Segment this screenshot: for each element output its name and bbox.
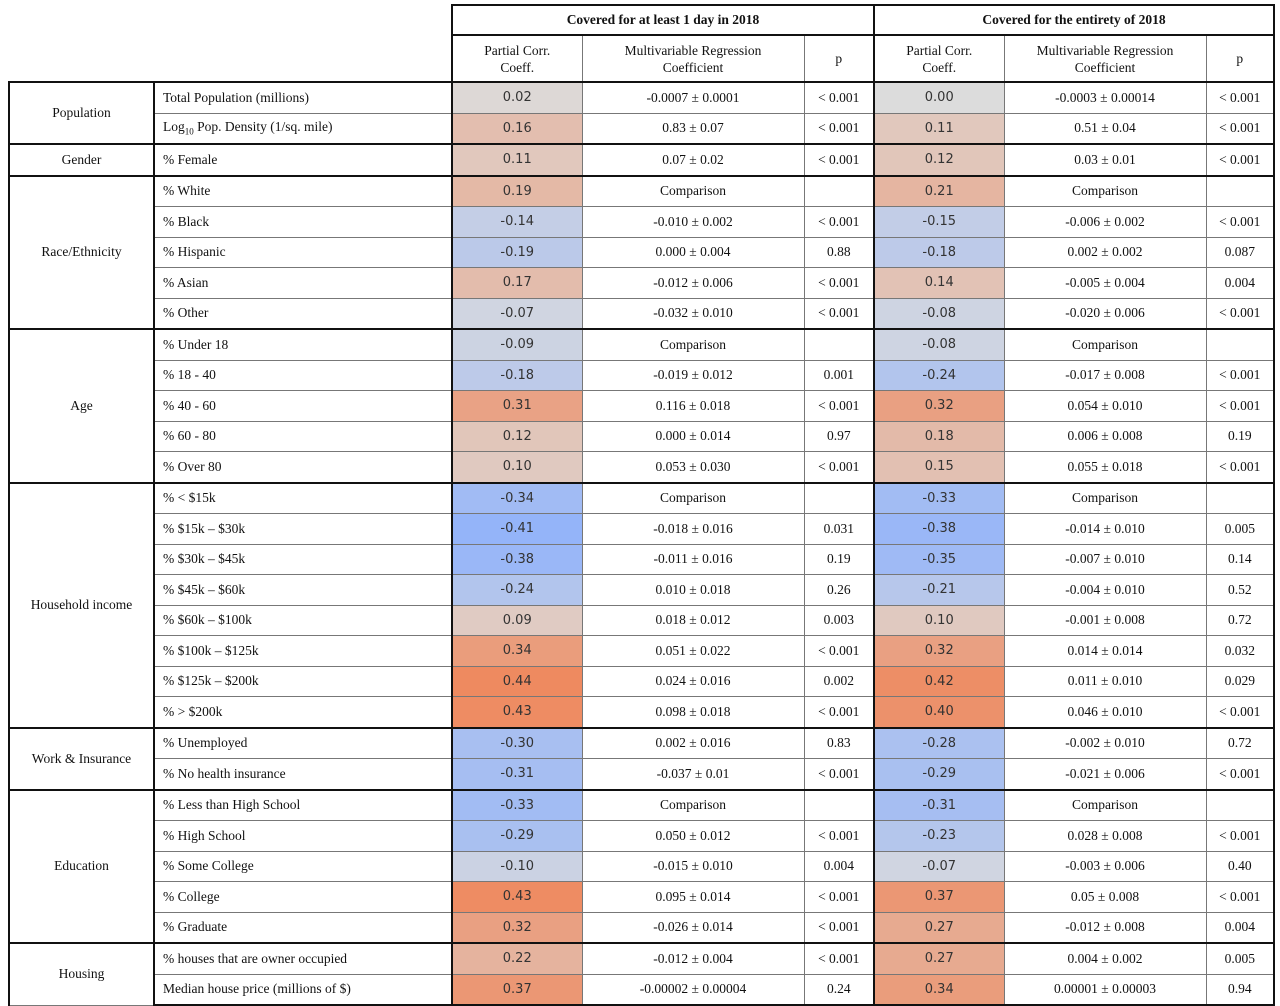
table-row — [9, 207, 1274, 238]
partial-corr-cell: -0.33 — [452, 790, 582, 821]
partial-corr-cell: -0.24 — [874, 360, 1004, 391]
variable-label: % $125k – $200k — [154, 666, 452, 697]
p-value-cell: 0.003 — [804, 605, 874, 636]
partial-corr-cell: 0.10 — [452, 452, 582, 483]
category-label: Housing — [9, 943, 154, 1005]
p-value-cell: 0.029 — [1206, 666, 1274, 697]
regression-coeff-cell: 0.116 ± 0.018 — [582, 391, 804, 422]
p-value-cell: 0.19 — [1206, 421, 1274, 452]
regression-coeff-cell: -0.015 ± 0.010 — [582, 851, 804, 882]
table-row — [9, 759, 1274, 790]
partial-corr-cell: -0.07 — [452, 298, 582, 329]
p-value-cell: < 0.001 — [804, 268, 874, 299]
regression-coeff-cell: Comparison — [1004, 483, 1206, 514]
partial-corr-cell: -0.35 — [874, 544, 1004, 575]
partial-corr-cell: 0.22 — [452, 943, 582, 974]
p-value-cell: < 0.001 — [1206, 298, 1274, 329]
p-value-cell: 0.52 — [1206, 575, 1274, 606]
p-value-cell: 0.005 — [1206, 514, 1274, 545]
partial-corr-cell: -0.18 — [452, 360, 582, 391]
regression-coeff-cell: Comparison — [1004, 790, 1206, 821]
regression-coeff-cell: -0.014 ± 0.010 — [1004, 514, 1206, 545]
partial-corr-cell: 0.12 — [874, 144, 1004, 176]
p-value-cell — [1206, 483, 1274, 514]
regression-coeff-cell: 0.014 ± 0.014 — [1004, 636, 1206, 667]
partial-corr-cell: -0.19 — [452, 237, 582, 268]
table-row — [9, 943, 1274, 974]
p-value-cell: < 0.001 — [1206, 144, 1274, 176]
table-row — [9, 697, 1274, 728]
table-row — [9, 82, 1274, 113]
partial-corr-cell: 0.11 — [452, 144, 582, 176]
regression-coeff-cell: -0.010 ± 0.002 — [582, 207, 804, 238]
p-value-cell: 0.004 — [1206, 268, 1274, 299]
regression-coeff-cell: 0.046 ± 0.010 — [1004, 697, 1206, 728]
p-value-cell: 0.087 — [1206, 237, 1274, 268]
partial-corr-cell: 0.37 — [452, 974, 582, 1005]
partial-corr-cell: 0.21 — [874, 176, 1004, 207]
variable-label: % > $200k — [154, 697, 452, 728]
category-label: Household income — [9, 483, 154, 728]
variable-label: % Unemployed — [154, 728, 452, 759]
p-value-cell — [804, 483, 874, 514]
regression-coeff-cell: 0.053 ± 0.030 — [582, 452, 804, 483]
partial-corr-cell: 0.40 — [874, 697, 1004, 728]
regression-coeff-cell: Comparison — [582, 483, 804, 514]
variable-label: % 60 - 80 — [154, 421, 452, 452]
p-value-cell — [804, 329, 874, 360]
regression-coeff-cell: 0.095 ± 0.014 — [582, 882, 804, 913]
partial-corr-cell: -0.41 — [452, 514, 582, 545]
regression-coeff-cell: 0.024 ± 0.016 — [582, 666, 804, 697]
partial-corr-cell: -0.09 — [452, 329, 582, 360]
table-row — [9, 298, 1274, 329]
partial-corr-cell: 0.31 — [452, 391, 582, 422]
variable-label: % Graduate — [154, 912, 452, 943]
regression-coeff-cell: -0.0007 ± 0.0001 — [582, 82, 804, 113]
category-label: Education — [9, 790, 154, 944]
partial-corr-cell: -0.31 — [452, 759, 582, 790]
partial-corr-cell: 0.17 — [452, 268, 582, 299]
partial-corr-cell: 0.27 — [874, 943, 1004, 974]
table-row — [9, 605, 1274, 636]
regression-coeff-cell: -0.005 ± 0.004 — [1004, 268, 1206, 299]
p-value-cell: < 0.001 — [804, 207, 874, 238]
p-value-cell: < 0.001 — [1206, 391, 1274, 422]
partial-corr-cell: 0.32 — [874, 636, 1004, 667]
variable-label: % Hispanic — [154, 237, 452, 268]
p-value-cell: < 0.001 — [1206, 113, 1274, 144]
variable-label: % 18 - 40 — [154, 360, 452, 391]
partial-corr-cell: 0.43 — [452, 697, 582, 728]
partial-corr-cell: -0.29 — [874, 759, 1004, 790]
partial-corr-cell: 0.11 — [874, 113, 1004, 144]
regression-coeff-cell: -0.026 ± 0.014 — [582, 912, 804, 943]
category-label: Gender — [9, 144, 154, 176]
regression-coeff-cell: 0.03 ± 0.01 — [1004, 144, 1206, 176]
variable-label: % High School — [154, 821, 452, 852]
table-row — [9, 790, 1274, 821]
header-group-at-least-1-day: Covered for at least 1 day in 2018 — [452, 5, 874, 35]
partial-corr-cell: 0.14 — [874, 268, 1004, 299]
regression-coeff-cell: 0.098 ± 0.018 — [582, 697, 804, 728]
regression-coeff-cell: 0.002 ± 0.002 — [1004, 237, 1206, 268]
table-row — [9, 391, 1274, 422]
regression-coeff-cell: 0.028 ± 0.008 — [1004, 821, 1206, 852]
p-value-cell: < 0.001 — [804, 697, 874, 728]
variable-label: Total Population (millions) — [154, 82, 452, 113]
table-row — [9, 421, 1274, 452]
partial-corr-cell: 0.37 — [874, 882, 1004, 913]
regression-coeff-cell: -0.021 ± 0.006 — [1004, 759, 1206, 790]
p-value-cell: < 0.001 — [804, 759, 874, 790]
p-value-cell: 0.24 — [804, 974, 874, 1005]
partial-corr-cell: 0.32 — [452, 912, 582, 943]
p-value-cell: < 0.001 — [1206, 452, 1274, 483]
table-row — [9, 144, 1274, 176]
p-value-cell: < 0.001 — [804, 113, 874, 144]
regression-coeff-cell: Comparison — [582, 176, 804, 207]
partial-corr-cell: -0.29 — [452, 821, 582, 852]
regression-coeff-cell: Comparison — [582, 329, 804, 360]
p-value-cell: < 0.001 — [804, 912, 874, 943]
header-group-entirety: Covered for the entirety of 2018 — [874, 5, 1274, 35]
partial-corr-cell: 0.43 — [452, 882, 582, 913]
p-value-cell: 0.001 — [804, 360, 874, 391]
regression-coeff-cell: 0.006 ± 0.008 — [1004, 421, 1206, 452]
table-row — [9, 575, 1274, 606]
regression-coeff-cell: 0.00001 ± 0.00003 — [1004, 974, 1206, 1005]
partial-corr-cell: -0.33 — [874, 483, 1004, 514]
header-corr-coeff: Partial Corr. Coeff. — [452, 35, 582, 82]
regression-coeff-cell: 0.050 ± 0.012 — [582, 821, 804, 852]
regression-coeff-cell: 0.000 ± 0.004 — [582, 237, 804, 268]
regression-coeff-cell: -0.012 ± 0.008 — [1004, 912, 1206, 943]
variable-label: % Under 18 — [154, 329, 452, 360]
partial-corr-cell: 0.44 — [452, 666, 582, 697]
p-value-cell: < 0.001 — [1206, 207, 1274, 238]
p-value-cell: 0.40 — [1206, 851, 1274, 882]
p-value-cell: < 0.001 — [804, 636, 874, 667]
regression-coeff-cell: 0.011 ± 0.010 — [1004, 666, 1206, 697]
partial-corr-cell: 0.16 — [452, 113, 582, 144]
regression-coeff-cell: -0.006 ± 0.002 — [1004, 207, 1206, 238]
regression-coeff-cell: -0.0003 ± 0.00014 — [1004, 82, 1206, 113]
regression-coeff-cell: -0.012 ± 0.006 — [582, 268, 804, 299]
p-value-cell: < 0.001 — [1206, 360, 1274, 391]
table-row — [9, 514, 1274, 545]
variable-label: % $30k – $45k — [154, 544, 452, 575]
variable-label: % $45k – $60k — [154, 575, 452, 606]
p-value-cell: < 0.001 — [804, 391, 874, 422]
p-value-cell: 0.002 — [804, 666, 874, 697]
p-value-cell: < 0.001 — [1206, 697, 1274, 728]
p-value-cell: < 0.001 — [804, 943, 874, 974]
table-row — [9, 113, 1274, 144]
variable-label: Median house price (millions of $) — [154, 974, 452, 1005]
partial-corr-cell: 0.34 — [874, 974, 1004, 1005]
header-p-value: p — [804, 35, 874, 82]
p-value-cell — [804, 790, 874, 821]
partial-corr-cell: -0.08 — [874, 298, 1004, 329]
regression-coeff-cell: -0.002 ± 0.010 — [1004, 728, 1206, 759]
table-row — [9, 544, 1274, 575]
variable-label: % houses that are owner occupied — [154, 943, 452, 974]
partial-corr-cell: 0.00 — [874, 82, 1004, 113]
regression-coeff-cell: 0.054 ± 0.010 — [1004, 391, 1206, 422]
p-value-cell: < 0.001 — [1206, 759, 1274, 790]
regression-coeff-cell: 0.010 ± 0.018 — [582, 575, 804, 606]
table-row — [9, 237, 1274, 268]
partial-corr-cell: -0.28 — [874, 728, 1004, 759]
variable-label: % No health insurance — [154, 759, 452, 790]
table-row — [9, 452, 1274, 483]
table-row — [9, 329, 1274, 360]
regression-coeff-cell: -0.003 ± 0.006 — [1004, 851, 1206, 882]
regression-coeff-cell: 0.004 ± 0.002 — [1004, 943, 1206, 974]
p-value-cell: < 0.001 — [804, 821, 874, 852]
regression-coeff-cell: -0.001 ± 0.008 — [1004, 605, 1206, 636]
table-row — [9, 666, 1274, 697]
table-row — [9, 483, 1274, 514]
p-value-cell: 0.004 — [1206, 912, 1274, 943]
p-value-cell: 0.72 — [1206, 605, 1274, 636]
p-value-cell: < 0.001 — [804, 882, 874, 913]
p-value-cell: 0.94 — [1206, 974, 1274, 1005]
partial-corr-cell: -0.21 — [874, 575, 1004, 606]
partial-corr-cell: -0.34 — [452, 483, 582, 514]
p-value-cell: < 0.001 — [1206, 821, 1274, 852]
partial-corr-cell: -0.31 — [874, 790, 1004, 821]
p-value-cell: 0.031 — [804, 514, 874, 545]
table-row — [9, 821, 1274, 852]
header-regression-coeff: Multivariable Regression Coefficient — [582, 35, 804, 82]
regression-coeff-cell: 0.051 ± 0.022 — [582, 636, 804, 667]
partial-corr-cell: -0.30 — [452, 728, 582, 759]
p-value-cell: < 0.001 — [1206, 882, 1274, 913]
regression-coeff-cell: -0.00002 ± 0.00004 — [582, 974, 804, 1005]
p-value-cell: 0.032 — [1206, 636, 1274, 667]
header-corr-coeff: Partial Corr. Coeff. — [874, 35, 1004, 82]
regression-coeff-cell: 0.002 ± 0.016 — [582, 728, 804, 759]
p-value-cell: 0.88 — [804, 237, 874, 268]
variable-label: % Female — [154, 144, 452, 176]
p-value-cell: 0.004 — [804, 851, 874, 882]
variable-label: % $100k – $125k — [154, 636, 452, 667]
p-value-cell: 0.83 — [804, 728, 874, 759]
regression-coeff-cell: -0.032 ± 0.010 — [582, 298, 804, 329]
header-group-row — [9, 5, 1274, 35]
regression-coeff-cell: Comparison — [582, 790, 804, 821]
p-value-cell: < 0.001 — [804, 82, 874, 113]
regression-table — [8, 4, 1275, 1006]
regression-coeff-cell: -0.037 ± 0.01 — [582, 759, 804, 790]
partial-corr-cell: 0.12 — [452, 421, 582, 452]
header-regression-coeff: Multivariable Regression Coefficient — [1004, 35, 1206, 82]
regression-coeff-cell: -0.007 ± 0.010 — [1004, 544, 1206, 575]
p-value-cell: 0.97 — [804, 421, 874, 452]
table-row — [9, 728, 1274, 759]
table-row — [9, 974, 1274, 1005]
partial-corr-cell: -0.14 — [452, 207, 582, 238]
variable-label: % Less than High School — [154, 790, 452, 821]
variable-label: % < $15k — [154, 483, 452, 514]
regression-coeff-cell: 0.05 ± 0.008 — [1004, 882, 1206, 913]
partial-corr-cell: -0.38 — [452, 544, 582, 575]
regression-coeff-cell: -0.017 ± 0.008 — [1004, 360, 1206, 391]
partial-corr-cell: -0.08 — [874, 329, 1004, 360]
variable-label: Log$_{10}$ Pop. Density (1/sq. mile) — [154, 113, 452, 144]
p-value-cell — [804, 176, 874, 207]
regression-coeff-cell: Comparison — [1004, 176, 1206, 207]
p-value-cell: < 0.001 — [804, 144, 874, 176]
regression-coeff-cell: Comparison — [1004, 329, 1206, 360]
header-p-value: p — [1206, 35, 1274, 82]
p-value-cell: 0.26 — [804, 575, 874, 606]
regression-coeff-cell: 0.07 ± 0.02 — [582, 144, 804, 176]
p-value-cell: 0.14 — [1206, 544, 1274, 575]
regression-coeff-cell: -0.019 ± 0.012 — [582, 360, 804, 391]
variable-label: % White — [154, 176, 452, 207]
variable-label: % 40 - 60 — [154, 391, 452, 422]
partial-corr-cell: 0.18 — [874, 421, 1004, 452]
regression-coeff-cell: 0.83 ± 0.07 — [582, 113, 804, 144]
table-row — [9, 912, 1274, 943]
partial-corr-cell: 0.27 — [874, 912, 1004, 943]
variable-label: % Asian — [154, 268, 452, 299]
partial-corr-cell: 0.19 — [452, 176, 582, 207]
regression-coeff-cell: -0.020 ± 0.006 — [1004, 298, 1206, 329]
partial-corr-cell: 0.34 — [452, 636, 582, 667]
partial-corr-cell: -0.15 — [874, 207, 1004, 238]
partial-corr-cell: -0.24 — [452, 575, 582, 606]
p-value-cell — [1206, 176, 1274, 207]
partial-corr-cell: 0.15 — [874, 452, 1004, 483]
p-value-cell: 0.19 — [804, 544, 874, 575]
table-row — [9, 636, 1274, 667]
partial-corr-cell: -0.10 — [452, 851, 582, 882]
regression-coeff-cell: -0.018 ± 0.016 — [582, 514, 804, 545]
table-row — [9, 360, 1274, 391]
regression-coeff-cell: -0.004 ± 0.010 — [1004, 575, 1206, 606]
p-value-cell: 0.72 — [1206, 728, 1274, 759]
partial-corr-cell: 0.09 — [452, 605, 582, 636]
p-value-cell — [1206, 329, 1274, 360]
partial-corr-cell: -0.38 — [874, 514, 1004, 545]
variable-label: % College — [154, 882, 452, 913]
regression-coeff-cell: 0.055 ± 0.018 — [1004, 452, 1206, 483]
regression-coeff-cell: 0.018 ± 0.012 — [582, 605, 804, 636]
regression-coeff-cell: -0.012 ± 0.004 — [582, 943, 804, 974]
partial-corr-cell: -0.07 — [874, 851, 1004, 882]
regression-coeff-cell: 0.000 ± 0.014 — [582, 421, 804, 452]
variable-label: % $15k – $30k — [154, 514, 452, 545]
p-value-cell: < 0.001 — [804, 452, 874, 483]
regression-coeff-cell: -0.011 ± 0.016 — [582, 544, 804, 575]
variable-label: % Black — [154, 207, 452, 238]
partial-corr-cell: 0.32 — [874, 391, 1004, 422]
variable-label: % Other — [154, 298, 452, 329]
p-value-cell — [1206, 790, 1274, 821]
variable-label: % Over 80 — [154, 452, 452, 483]
partial-corr-cell: -0.18 — [874, 237, 1004, 268]
table-row — [9, 882, 1274, 913]
table-row — [9, 268, 1274, 299]
partial-corr-cell: 0.42 — [874, 666, 1004, 697]
variable-label: % $60k – $100k — [154, 605, 452, 636]
regression-coeff-cell: 0.51 ± 0.04 — [1004, 113, 1206, 144]
partial-corr-cell: -0.23 — [874, 821, 1004, 852]
table-row — [9, 851, 1274, 882]
header-sub-row — [9, 35, 1274, 82]
p-value-cell: 0.005 — [1206, 943, 1274, 974]
category-label: Race/Ethnicity — [9, 176, 154, 330]
partial-corr-cell: 0.02 — [452, 82, 582, 113]
p-value-cell: < 0.001 — [804, 298, 874, 329]
variable-label: % Some College — [154, 851, 452, 882]
category-label: Work & Insurance — [9, 728, 154, 790]
table-row — [9, 176, 1274, 207]
category-label: Age — [9, 329, 154, 483]
category-label: Population — [9, 82, 154, 144]
partial-corr-cell: 0.10 — [874, 605, 1004, 636]
p-value-cell: < 0.001 — [1206, 82, 1274, 113]
